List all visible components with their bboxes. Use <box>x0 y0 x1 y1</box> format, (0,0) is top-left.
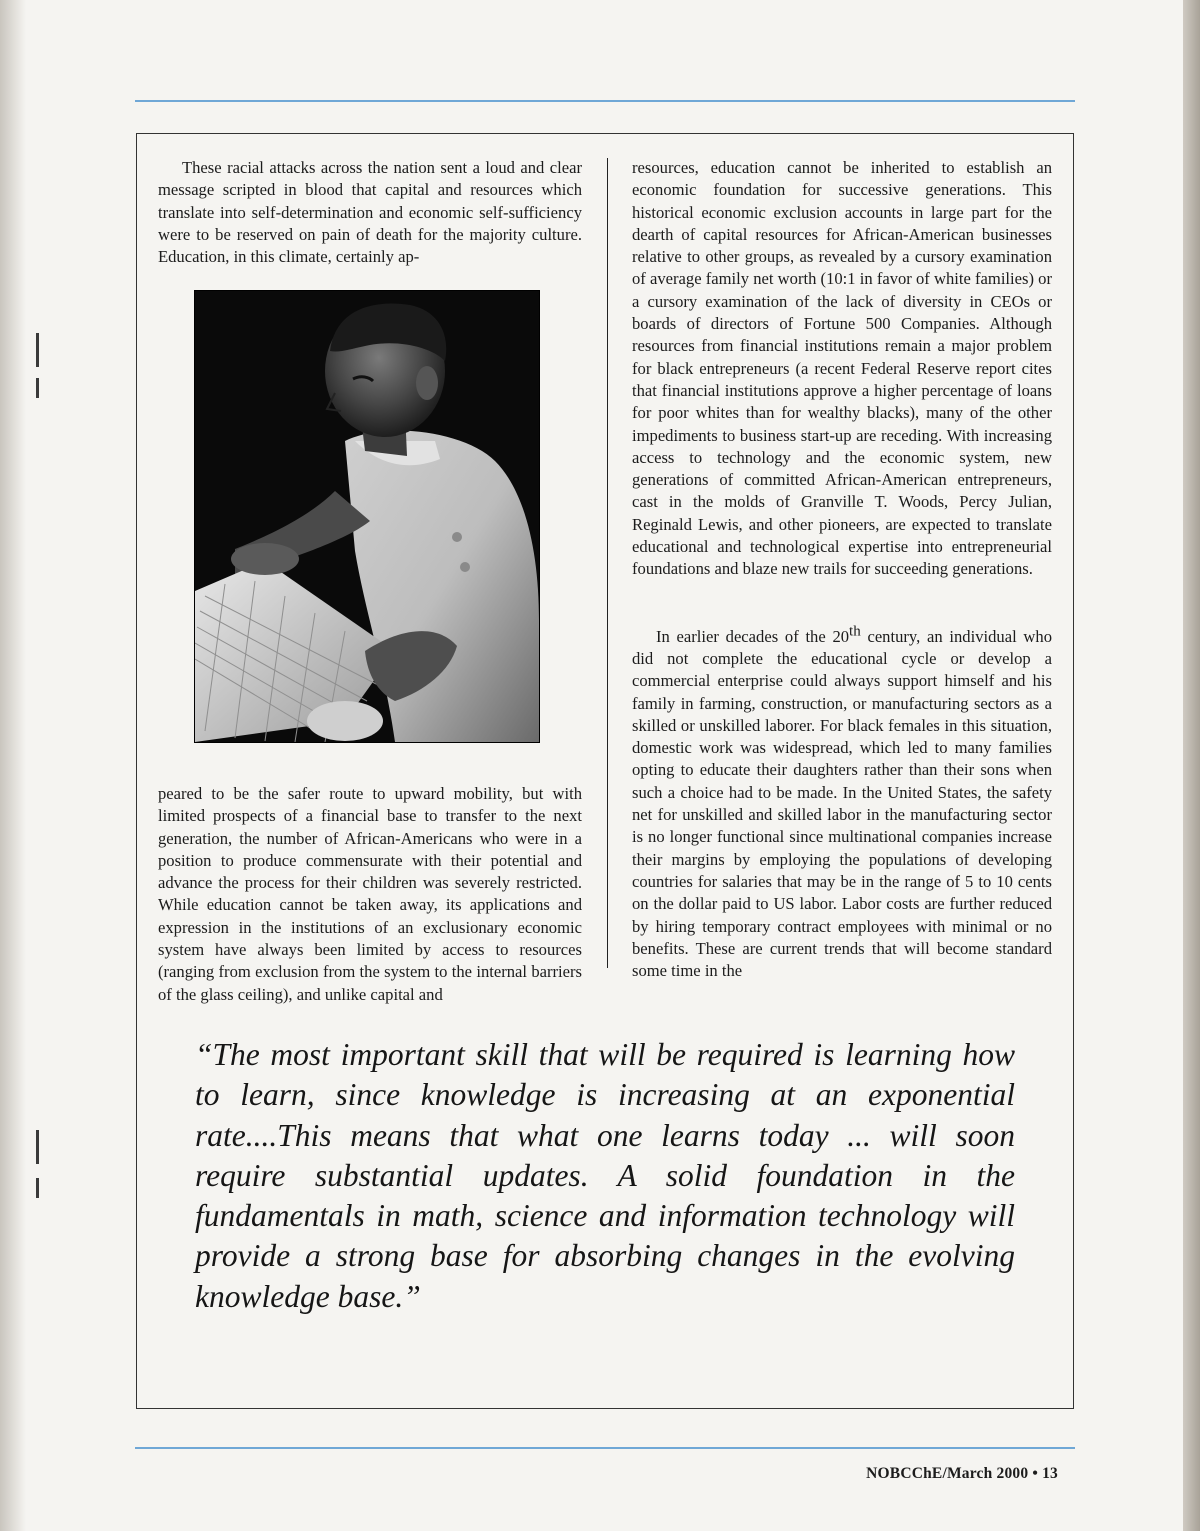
header-rule <box>135 100 1075 102</box>
body-paragraph: resources, education cannot be inherited to establish an economic foundation for successive generations. This historical economic exclusion accounts in large part for the dearth of capital resources for African-American businesses relative to other groups, as revealed by a cursory examination of average family net worth (10:1 in favor of white families) or a cursory examination of the lack of diversity in CEOs or boards of directors of Fortune 500 Companies. Although resources from financial institutions remain a major problem for black entrepreneurs (a recent Federal Reserve report cites that financial institutions approve a higher percentage of loans for poor whites than for wealthy blacks), many of the other impediments to business start-up are receding. With increasing access to technology and the economic system, new generations of committed African-American entrepreneurs, cast in the molds of Granville T. Woods, Percy Julian, Reginald Lewis, and other pioneers, are expected to translate educational and technological expertise into entrepreneurial foundations and blaze new trails for succeeding generations. <box>632 158 1052 579</box>
left-column-bottom <box>158 783 582 1006</box>
text-run: In earlier decades of the 20 <box>656 626 850 646</box>
column-divider <box>607 158 608 968</box>
binding-staple-mark <box>36 333 39 367</box>
body-paragraph <box>632 623 1052 983</box>
body-paragraph: These racial attacks across the nation sent a loud and clear message scripted in blood that capital and resources which translate into self-determination and economic self-sufficiency were to be reserved on pain of death for the majority culture. Education, in this climate, certainly ap- <box>158 158 582 267</box>
pull-quote-text: “The most important skill that will be required is learning how to learn, since knowledge is increasing at an exponential rate....This means that what one learns today ... will soon require substantial updates. A solid foundation in the fundamentals in math, science and information technology will provide a strong base for absorbing changes in the evolving knowledge base.” <box>195 1037 1015 1314</box>
left-column-top <box>158 157 582 268</box>
ordinal-superscript: th <box>849 623 861 640</box>
photo-illustration <box>195 291 539 742</box>
binding-staple-mark <box>36 1178 39 1198</box>
photo-boy-at-keyboard <box>194 290 540 743</box>
body-paragraph: peared to be the safer route to upward mobility, but with limited prospects of a financial base to transfer to the next generation, the number of African-Americans who were in a position to produce commensurate with their potential and advance the process for their children was severely restricted. While education cannot be taken away, its applications and expression in the institutions of an exclusionary economic system have always been limited by access to resources (ranging from exclusion from the system to the internal barriers of the glass ceiling), and unlike capital and <box>158 784 582 1004</box>
page-folio: NOBCChE/March 2000 • 13 <box>866 1465 1058 1482</box>
footer-rule <box>135 1447 1075 1449</box>
text-run: century, an individual who did not complete the educational cycle or develop a commercial enterprise could always support himself and his family in farming, construction, or manufacturing sectors as a skilled or unskilled laborer. For black females in this situation, domestic work was widespread, which led to many families opting to educate their daughters rather than their sons when such a choice had to be made. In the United States, the safety net for unskilled and skilled labor in the manufacturing sector is no longer functional since multinational companies increase their margins by employing the populations of developing countries for salaries that may be in the range of 5 to 10 cents on the dollar paid to US labor. Labor costs are further reduced by hiring temporary contract employees with minimal or no benefits. These are current trends that will become standard some time in the <box>632 626 1052 981</box>
gutter-shadow <box>0 0 26 1531</box>
right-column <box>632 157 1052 982</box>
binding-staple-mark <box>36 378 39 398</box>
binding-staple-mark <box>36 1130 39 1164</box>
page-edge <box>1183 0 1200 1531</box>
pull-quote <box>195 1035 1015 1317</box>
